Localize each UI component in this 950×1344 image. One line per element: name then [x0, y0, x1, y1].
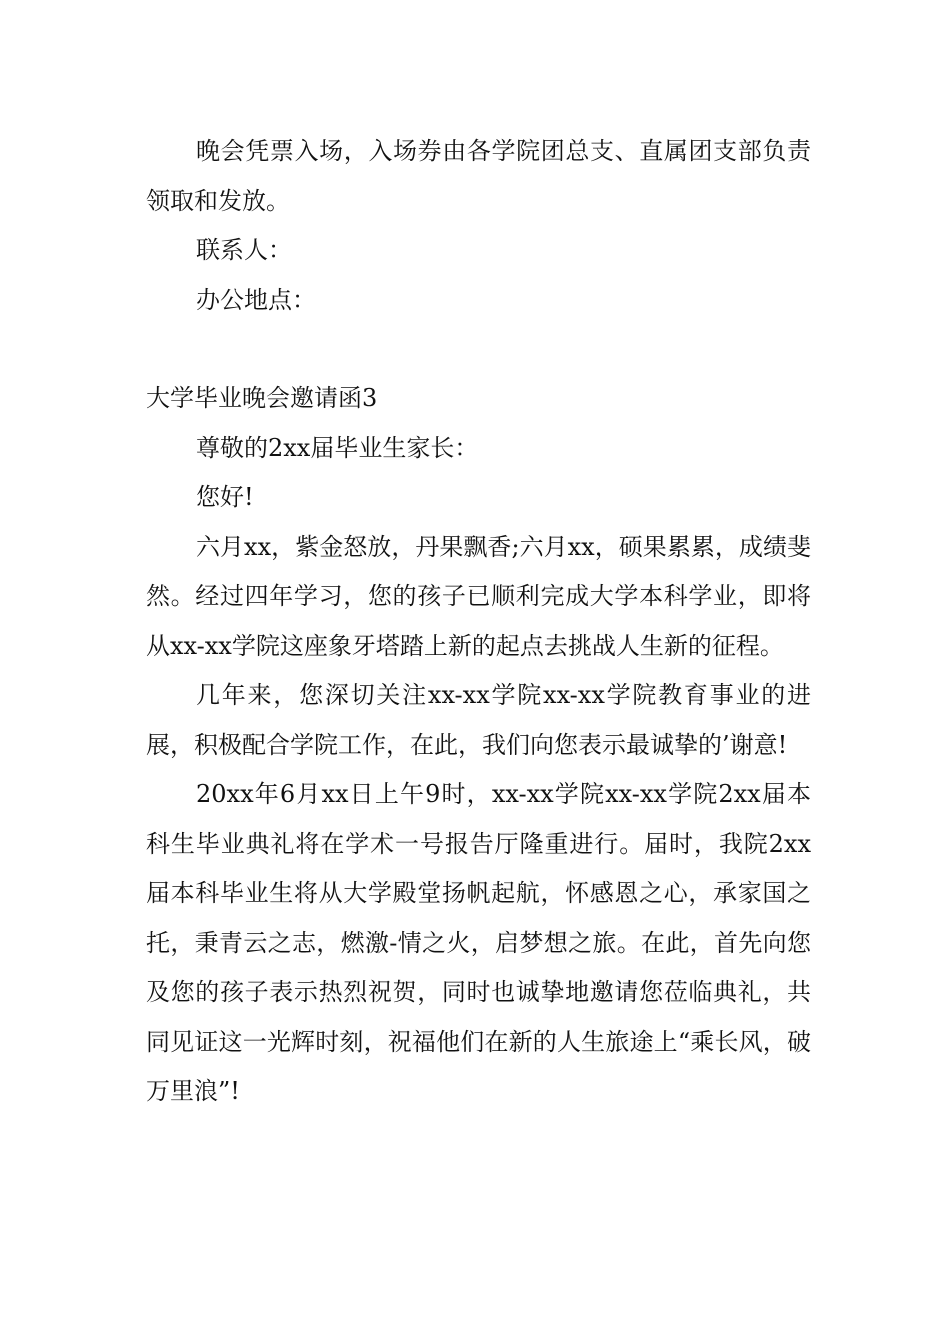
paragraph-greeting: 您好!	[196, 483, 254, 511]
paragraph-june-achievements: 六月xx，紫金怒放，丹果飘香;六月xx，硕果累累，成绩斐然。经过四年学习，您的孩子已顺利完成大学本科学业，即将从xx-xx学院这座象牙塔踏上新的起点去挑战人生新的征程。	[146, 532, 811, 660]
section-spacer	[146, 325, 811, 374]
document-body	[146, 127, 811, 1117]
paragraph-contact-person: 联系人：	[196, 236, 292, 264]
paragraph-ceremony-invitation: 20xx年6月xx日上午9时，xx-xx学院xx-xx学院2xx届本科生毕业典礼将在学术一号报告厅隆重进行。届时，我院2xx届本科毕业生将从大学殿堂扬帆起航，怀感恩之心，承家国之托，秉青云之志，燃激-情之火，启梦想之旅。在此，首先向您及您的孩子表示热烈祝贺，同时也诚挚地邀请您莅临典礼，共同见证这一光辉时刻，祝福他们在新的人生旅途上“乘长风，破万里浪”!	[146, 780, 811, 1105]
section-title: 大学毕业晚会邀请函3	[146, 384, 378, 412]
paragraph-thanks: 几年来，您深切关注xx-xx学院xx-xx学院教育事业的进展，积极配合学院工作，在此，我们向您表示最诚挚的’谢意!	[146, 681, 811, 759]
paragraph-salutation: 尊敬的2xx届毕业生家长：	[196, 433, 479, 462]
paragraph-ticket-notice: 晚会凭票入场，入场券由各学院团总支、直属团支部负责领取和发放。	[146, 137, 811, 215]
paragraph-office-location: 办公地点：	[196, 285, 316, 314]
